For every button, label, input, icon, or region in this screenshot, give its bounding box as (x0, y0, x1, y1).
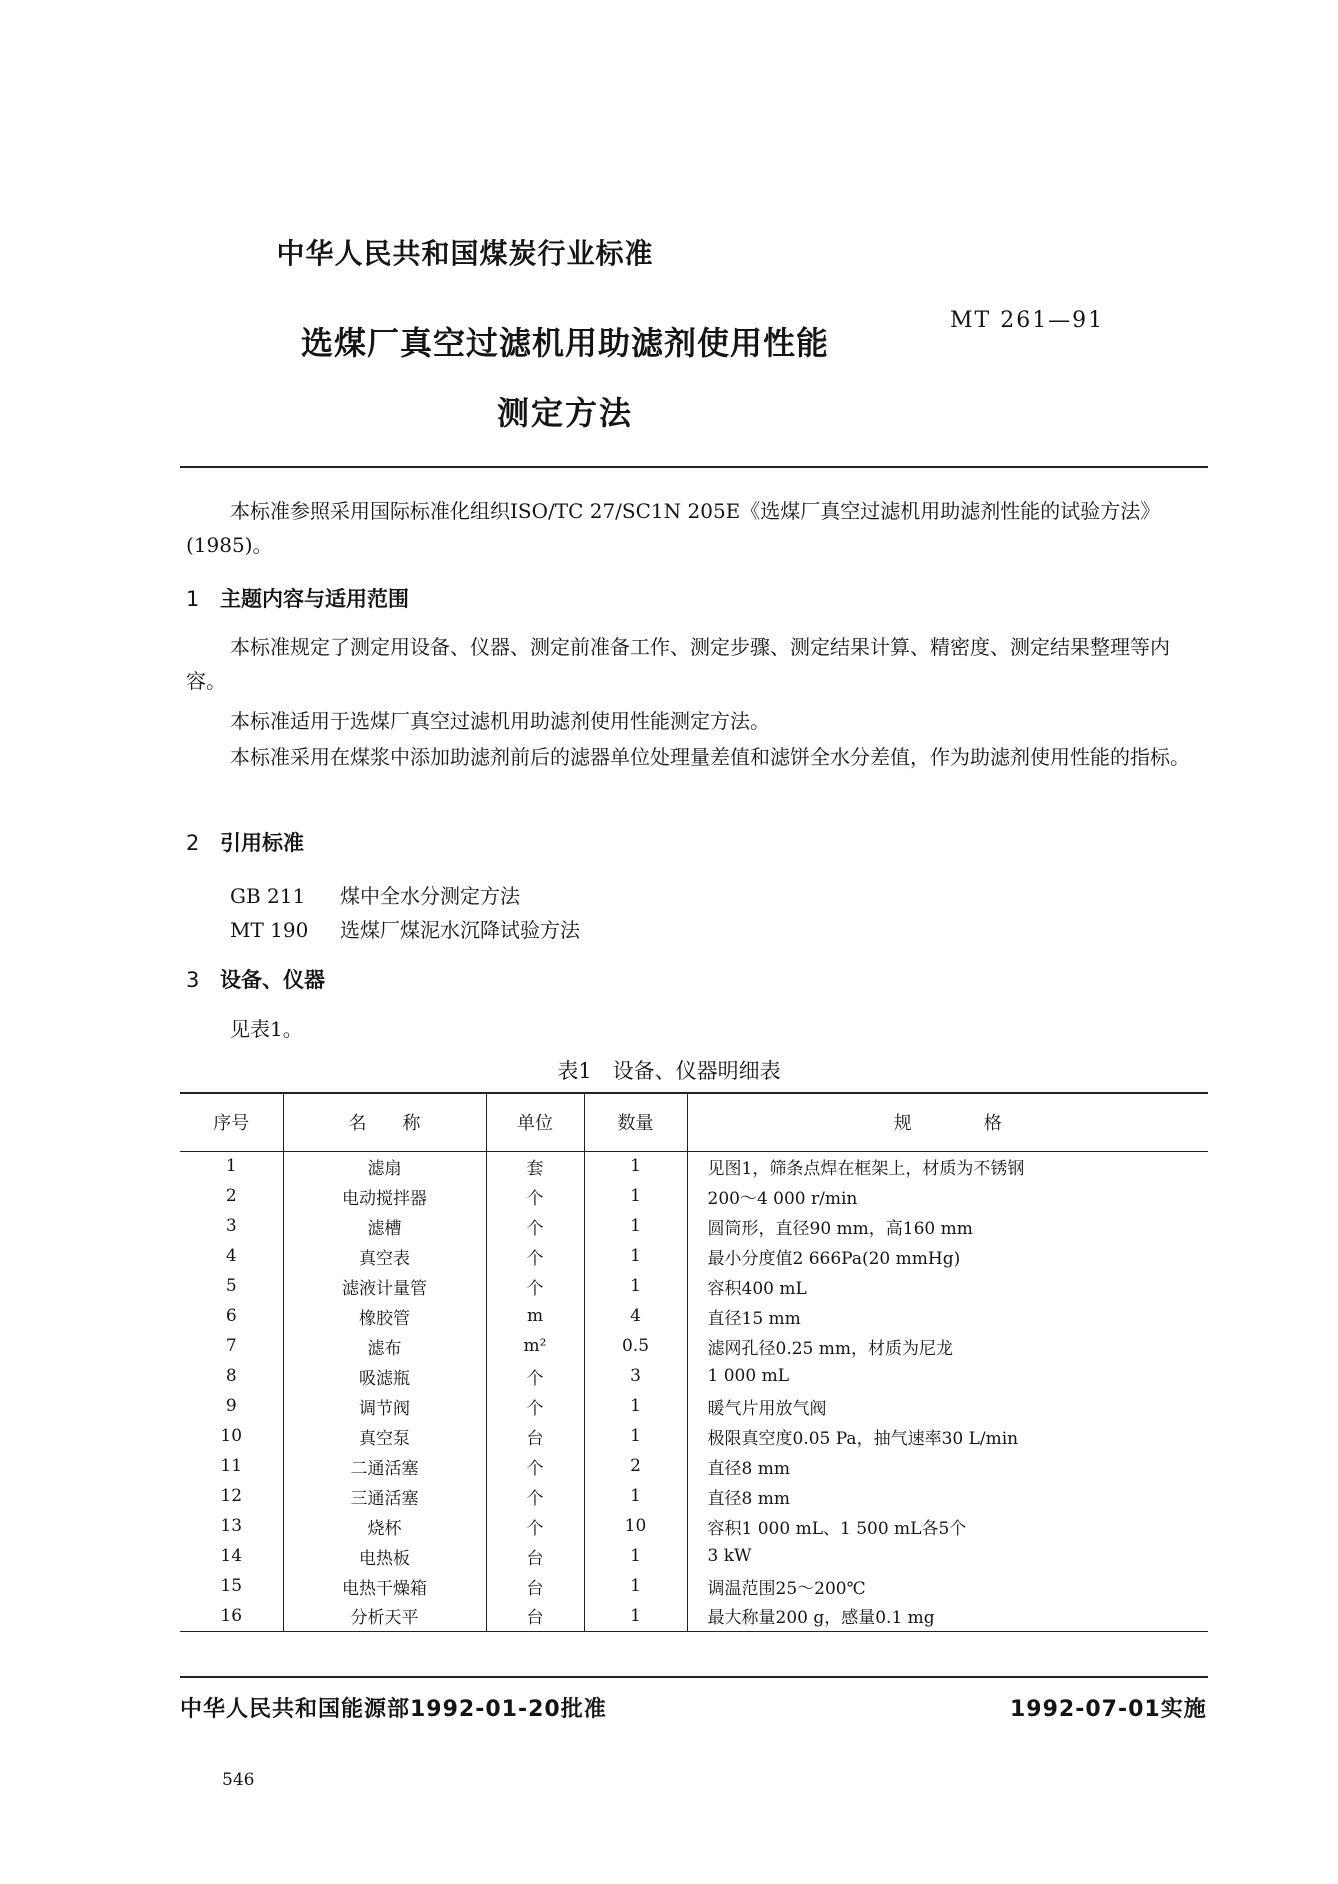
table-row (180, 1181, 1208, 1211)
cell-spec: 极限真空度0.05 Pa，抽气速率30 L/min (707, 1428, 1019, 1449)
cell-qty: 0.5 (584, 1331, 687, 1361)
reference-name: 选煤厂煤泥水沉降试验方法 (340, 918, 580, 942)
cell-qty: 1 (584, 1211, 687, 1241)
table-row (180, 1211, 1208, 1241)
equipment-table (180, 1092, 1208, 1632)
cell-unit: 个 (486, 1391, 584, 1421)
table-row (180, 1331, 1208, 1361)
standard-number: MT 261—91 (950, 308, 1105, 333)
cell-spec: 容积1 000 mL、1 500 mL各5个 (707, 1518, 967, 1539)
cell-unit: m² (486, 1331, 584, 1361)
cell-unit: 个 (486, 1451, 584, 1481)
table-row (180, 1481, 1208, 1511)
cell-no: 10 (180, 1421, 283, 1451)
cell-name: 真空表 (283, 1241, 486, 1271)
cell-spec: 见图1，筛条点焊在框架上，材质为不锈钢 (707, 1158, 1025, 1179)
cell-unit: 个 (486, 1511, 584, 1541)
cell-qty: 1 (584, 1571, 687, 1601)
cell-name: 二通活塞 (283, 1451, 486, 1481)
cell-spec: 暖气片用放气阀 (707, 1398, 827, 1419)
cell-unit: 个 (486, 1211, 584, 1241)
cell-spec: 直径8 mm (707, 1458, 790, 1479)
reference-name: 煤中全水分测定方法 (340, 884, 520, 908)
cell-no: 8 (180, 1361, 283, 1391)
cell-unit: 个 (486, 1181, 584, 1211)
cell-qty: 1 (584, 1541, 687, 1571)
cell-no: 13 (180, 1511, 283, 1541)
column-header-unit: 单位 (486, 1093, 584, 1151)
section-3-title: 设备、仪器 (220, 968, 325, 992)
table-row (180, 1361, 1208, 1391)
cell-name: 分析天平 (283, 1601, 486, 1631)
cell-spec: 1 000 mL (707, 1366, 789, 1386)
cell-name: 橡胶管 (283, 1301, 486, 1331)
cell-spec: 圆筒形，直径90 mm，高160 mm (707, 1218, 973, 1239)
table-row (180, 1451, 1208, 1481)
section-3-number: 3 (186, 968, 200, 992)
section-2-heading (186, 827, 304, 857)
cell-qty: 1 (584, 1151, 687, 1181)
cell-name: 电热干燥箱 (283, 1571, 486, 1601)
header-divider (180, 466, 1208, 468)
table-row (180, 1391, 1208, 1421)
cell-qty: 1 (584, 1601, 687, 1631)
column-header-no: 序号 (180, 1093, 283, 1151)
table-row (180, 1151, 1208, 1181)
cell-spec: 最小分度值2 666Pa(20 mmHg) (707, 1248, 961, 1269)
section-1-heading (186, 583, 409, 613)
cell-name: 调节阀 (283, 1391, 486, 1421)
cell-spec: 容积400 mL (707, 1278, 807, 1299)
table-row (180, 1301, 1208, 1331)
cell-no: 7 (180, 1331, 283, 1361)
cell-unit: 个 (486, 1481, 584, 1511)
reference-code: GB 211 (230, 884, 306, 908)
cell-unit: 台 (486, 1571, 584, 1601)
cell-unit: 台 (486, 1421, 584, 1451)
cell-no: 16 (180, 1601, 283, 1631)
cell-qty: 10 (584, 1511, 687, 1541)
table-caption: 表1 设备、仪器明细表 (557, 1059, 781, 1083)
section-3-heading (186, 964, 325, 994)
cell-name: 滤布 (283, 1331, 486, 1361)
cell-spec: 最大称量200 g，感量0.1 mg (687, 1601, 1208, 1631)
cell-spec: 直径15 mm (707, 1308, 801, 1329)
cell-unit: 台 (486, 1601, 584, 1631)
cell-qty: 1 (584, 1181, 687, 1211)
page-number: 546 (222, 1770, 255, 1790)
effective-date: 1992-07-01实施 (1010, 1697, 1207, 1722)
table-row (180, 1601, 1208, 1631)
cell-qty: 1 (584, 1421, 687, 1451)
reference-code: MT 190 (230, 918, 309, 942)
section-1-paragraph-2: 本标准适用于选煤厂真空过滤机用助滤剂使用性能测定方法。 (230, 709, 770, 733)
cell-no: 3 (180, 1211, 283, 1241)
cell-spec: 直径8 mm (707, 1488, 790, 1509)
column-header-qty: 数量 (584, 1093, 687, 1151)
section-3-paragraph: 见表1。 (230, 1017, 303, 1041)
cell-unit: 个 (486, 1271, 584, 1301)
cell-qty: 4 (584, 1301, 687, 1331)
cell-no: 12 (180, 1481, 283, 1511)
cell-unit: 个 (486, 1361, 584, 1391)
cell-name: 烧杯 (283, 1511, 486, 1541)
cell-spec: 滤网孔径0.25 mm，材质为尼龙 (707, 1338, 953, 1359)
table-row (180, 1241, 1208, 1271)
cell-no: 4 (180, 1241, 283, 1271)
cell-name: 滤液计量管 (283, 1271, 486, 1301)
reference-item (230, 914, 580, 943)
cell-name: 三通活塞 (283, 1481, 486, 1511)
cell-unit: 个 (486, 1241, 584, 1271)
cell-name: 真空泵 (283, 1421, 486, 1451)
table-row (180, 1571, 1208, 1601)
column-header-name: 名 称 (283, 1093, 486, 1151)
section-1-title: 主题内容与适用范围 (220, 587, 409, 611)
table-row (180, 1271, 1208, 1301)
cell-no: 5 (180, 1271, 283, 1301)
table-header-row (180, 1093, 1208, 1151)
cell-no: 15 (180, 1571, 283, 1601)
table-row (180, 1421, 1208, 1451)
cell-no: 2 (180, 1181, 283, 1211)
table-row (180, 1541, 1208, 1571)
cell-no: 11 (180, 1451, 283, 1481)
column-header-spec: 规 格 (687, 1093, 1208, 1151)
cell-no: 1 (180, 1151, 283, 1181)
cell-unit: m (486, 1301, 584, 1331)
cell-name: 滤扇 (283, 1151, 486, 1181)
cell-qty: 1 (584, 1241, 687, 1271)
cell-spec: 200～4 000 r/min (707, 1188, 858, 1209)
cell-qty: 1 (584, 1271, 687, 1301)
section-1-paragraph-1: 本标准规定了测定用设备、仪器、测定前准备工作、测定步骤、测定结果计算、精密度、测定结果整理等内容。 (186, 635, 1170, 693)
cell-name: 滤槽 (283, 1211, 486, 1241)
cell-name: 吸滤瓶 (283, 1361, 486, 1391)
section-1-paragraph-3: 本标准采用在煤浆中添加助滤剂前后的滤器单位处理量差值和滤饼全水分差值，作为助滤剂使用性能的指标。 (230, 745, 1190, 769)
cell-unit: 台 (486, 1541, 584, 1571)
cell-spec: 3 kW (707, 1546, 752, 1566)
document-title-line-1: 选煤厂真空过滤机用助滤剂使用性能 (300, 324, 829, 362)
cell-qty: 1 (584, 1391, 687, 1421)
cell-qty: 1 (584, 1481, 687, 1511)
cell-qty: 3 (584, 1361, 687, 1391)
cell-name: 电热板 (283, 1541, 486, 1571)
cell-name: 电动搅拌器 (283, 1181, 486, 1211)
table-row (180, 1511, 1208, 1541)
table-body (180, 1151, 1208, 1631)
cell-no: 9 (180, 1391, 283, 1421)
approval-line: 中华人民共和国能源部1992-01-20批准 (180, 1697, 607, 1722)
cell-no: 14 (180, 1541, 283, 1571)
intro-paragraph: 本标准参照采用国际标准化组织ISO/TC 27/SC1N 205E《选煤厂真空过滤机用助滤剂性能的试验方法》(1985)。 (186, 499, 1161, 557)
industry-standard-header: 中华人民共和国煤炭行业标准 (276, 237, 654, 270)
document-title-line-2: 测定方法 (496, 394, 633, 432)
section-1-number: 1 (186, 587, 200, 611)
cell-unit: 套 (486, 1151, 584, 1181)
footer-divider (180, 1676, 1208, 1678)
section-2-title: 引用标准 (220, 831, 304, 855)
reference-item (230, 880, 520, 909)
cell-qty: 2 (584, 1451, 687, 1481)
cell-spec: 调温范围25～200℃ (707, 1578, 866, 1599)
cell-no: 6 (180, 1301, 283, 1331)
section-2-number: 2 (186, 831, 200, 855)
